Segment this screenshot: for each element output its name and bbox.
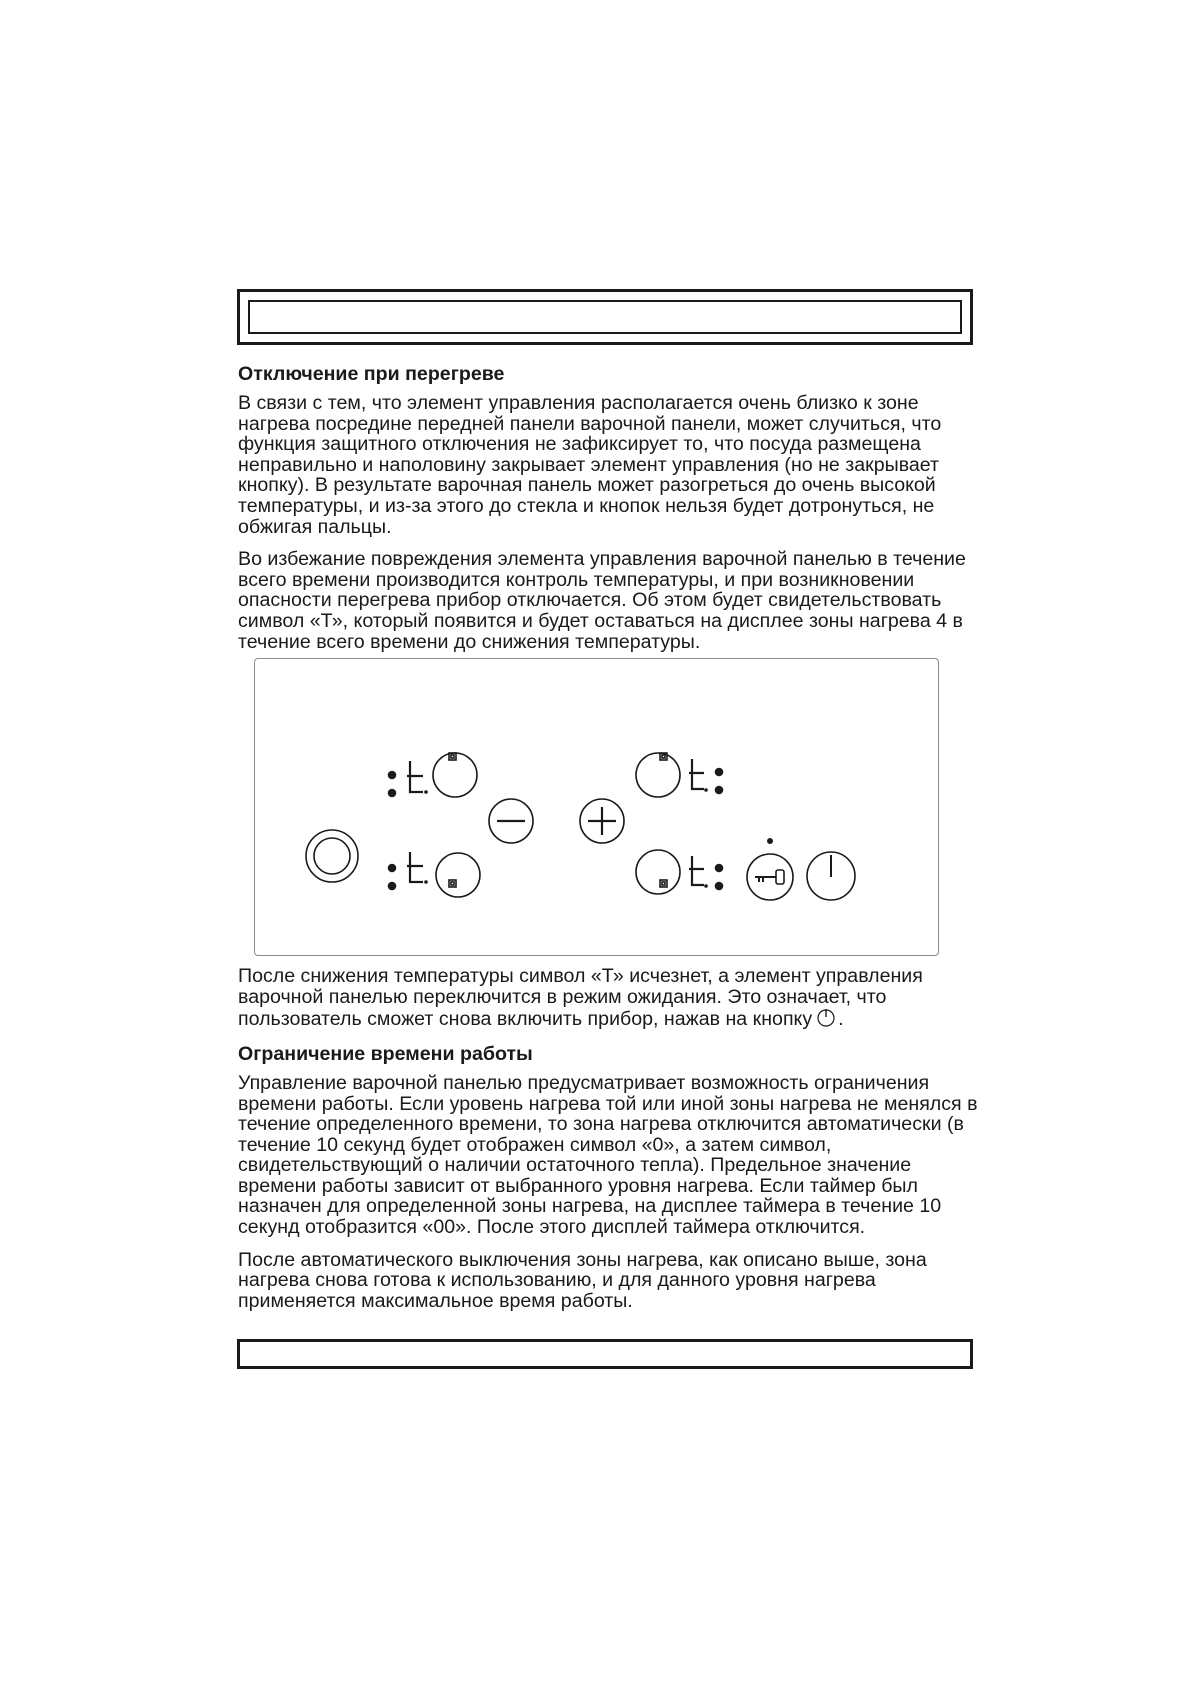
zone-select-icon — [306, 830, 358, 882]
heading-time-limit: Ограничение времени работы — [238, 1042, 533, 1065]
zone-display-front-right — [636, 850, 723, 894]
control-panel-illustration — [254, 658, 939, 956]
zone-display-rear-right — [636, 753, 723, 797]
paragraph-time-limit-2: После автоматического выключения зоны нагрева, как описано выше, зона нагрева снова готова к использованию, и для данного уровня нагрева применяется максимальное время работы. — [238, 1248, 927, 1312]
zone-display-front-left — [389, 852, 481, 897]
inline-power-icon — [816, 1007, 836, 1027]
paragraph-overheat-3-end: . — [838, 1008, 844, 1031]
key-lock-icon — [747, 838, 793, 900]
zone-display-rear-left — [389, 753, 478, 797]
minus-button-icon — [489, 799, 533, 843]
paragraph-overheat-3-text: После снижения температуры символ «Т» исчезнет, а элемент управления варочной панелью переключится в режим ожидания. Это означает, что пользователь сможет снова включить прибор, нажав на кнопку — [238, 965, 923, 1031]
top-frame — [237, 289, 973, 345]
page-content — [238, 362, 978, 1323]
paragraph-overheat-3 — [238, 966, 978, 1030]
bottom-frame — [237, 1339, 973, 1369]
paragraph-overheat-2: Во избежание повреждения элемента управления варочной панелью в течение всего времени производится контроль температуры, и при возникновении опасности перегрева прибор отключается. Об этом будет свидетельствовать символ «Т», который появится и будет оставаться на дисплее зоны нагрева 4 в течение всего времени до снижения температуры. — [238, 548, 966, 653]
heading-overheat: Отключение при перегреве — [238, 363, 505, 385]
top-frame-inner — [248, 300, 962, 334]
power-icon — [807, 852, 855, 900]
plus-button-icon — [580, 799, 624, 843]
paragraph-time-limit-1: Управление варочной панелью предусматривает возможность ограничения времени работы. Если уровень нагрева той или иной зоны нагрева не менялся в течение определенного времени, то зона нагрева отключится автоматически (в течение 10 секунд будет отображен символ «0», а затем символ, свидетельствующий о наличии остаточного тепла). Предельное значение времени работы зависит от выбранного уровня нагрева. Если таймер был назначен для определенной зоны нагрева, на дисплее таймера в течение 10 секунд отобразится «00». После этого дисплей таймера отключится. — [238, 1071, 978, 1239]
paragraph-overheat-1: В связи с тем, что элемент управления располагается очень близко к зоне нагрева посредине передней панели варочной панели, может случиться, что функция защитного отключения не зафиксирует то, что посуда размещена неправильно и наполовину закрывает элемент управления (но не закрывает кнопку). В результате варочная панель может разогреться до очень высокой температуры, и из-за этого до стекла и кнопок нельзя будет дотронуться, не обжигая пальцы. — [238, 392, 942, 538]
